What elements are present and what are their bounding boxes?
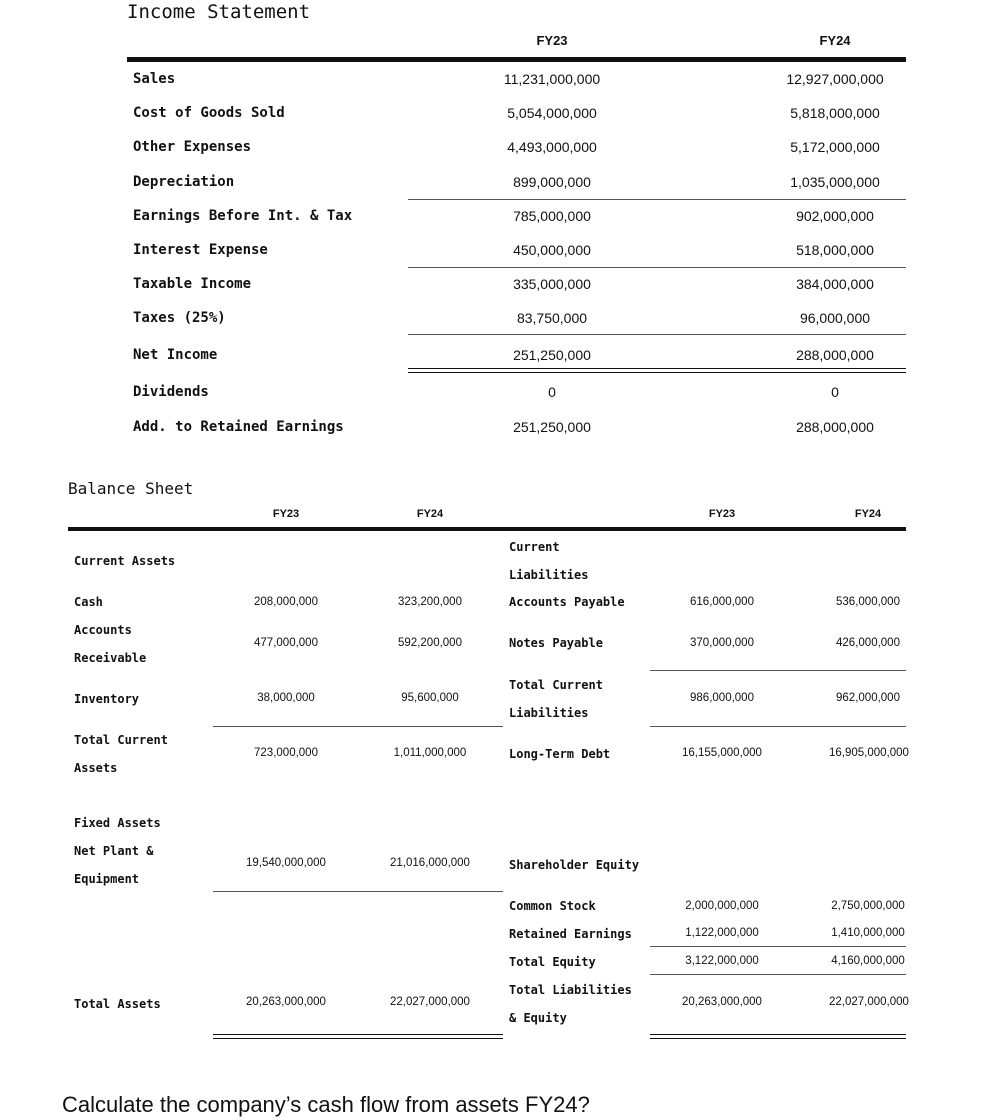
bs-double-rule-assets: [213, 1034, 503, 1039]
retained-earnings-fy23: 1,122,000,000: [685, 927, 759, 939]
net-plant-label-1: Net Plant &: [74, 844, 154, 858]
fixed-assets-heading: Fixed Assets: [74, 816, 161, 830]
is-row-fy23: 0: [548, 384, 556, 400]
is-row-fy24: 12,927,000,000: [786, 71, 884, 87]
total-current-liabilities-fy23: 986,000,000: [690, 692, 754, 704]
is-row-label: Net Income: [133, 347, 218, 363]
retained-earnings-label: Retained Earnings: [509, 927, 632, 941]
notes-payable-label: Notes Payable: [509, 636, 603, 650]
current-liabilities-heading-2: Liabilities: [509, 568, 589, 582]
net-plant-label-2: Equipment: [74, 872, 140, 886]
bs-rule-ltd: [650, 726, 906, 727]
is-row-fy23: 251,250,000: [513, 419, 591, 435]
bs-rule-net-plant: [213, 891, 503, 892]
question-text: Calculate the company’s cash flow from assets FY24?: [62, 1092, 590, 1117]
is-row-fy24: 288,000,000: [796, 347, 874, 363]
common-stock-fy23: 2,000,000,000: [685, 900, 759, 912]
long-term-debt-label: Long-Term Debt: [509, 747, 611, 761]
is-row-fy23: 785,000,000: [513, 208, 591, 224]
is-row-label: Taxable Income: [133, 276, 252, 292]
is-row-fy23: 83,750,000: [516, 310, 588, 326]
is-row-fy24: 5,172,000,000: [790, 139, 880, 155]
is-rule-net: [408, 334, 906, 335]
notes-payable-fy24: 426,000,000: [836, 637, 900, 649]
bs-header-assets-fy23: FY23: [272, 508, 300, 520]
is-header-rule: [127, 57, 906, 62]
bs-double-rule-liab: [650, 1034, 906, 1039]
receivables-fy23: 477,000,000: [254, 637, 318, 649]
is-row-label: Add. to Retained Earnings: [133, 419, 344, 435]
bs-rule-total-equity: [650, 946, 906, 947]
long-term-debt-fy24: 16,905,000,000: [829, 747, 909, 759]
inventory-label: Inventory: [74, 692, 140, 706]
is-row-label: Taxes (25%): [133, 310, 226, 326]
is-header-fy23: FY23: [536, 33, 568, 48]
inventory-fy23: 38,000,000: [257, 692, 315, 704]
is-row-fy24: 384,000,000: [796, 276, 874, 292]
total-assets-fy23: 20,263,000,000: [246, 996, 326, 1008]
total-current-assets-label-2: Assets: [74, 761, 118, 775]
is-row-fy24: 1,035,000,000: [790, 174, 880, 190]
cash-label: Cash: [74, 595, 103, 609]
is-row-label: Interest Expense: [133, 242, 268, 258]
receivables-label-1: Accounts: [74, 623, 132, 637]
notes-payable-fy23: 370,000,000: [690, 637, 754, 649]
total-current-liabilities-label-1: Total Current: [509, 678, 603, 692]
bs-rule-total-current-liab: [650, 670, 906, 671]
is-row-fy24: 96,000,000: [799, 310, 871, 326]
total-current-assets-label-1: Total Current: [74, 733, 168, 747]
accounts-payable-fy23: 616,000,000: [690, 596, 754, 608]
is-row-fy24: 5,818,000,000: [790, 105, 880, 121]
inventory-fy24: 95,600,000: [401, 692, 459, 704]
balance-sheet-title: Balance Sheet: [68, 479, 194, 498]
net-plant-fy23: 19,540,000,000: [246, 857, 326, 869]
long-term-debt-fy23: 16,155,000,000: [682, 747, 762, 759]
is-rule-taxable: [408, 267, 906, 268]
is-row-fy23: 4,493,000,000: [507, 139, 597, 155]
is-row-label: Dividends: [133, 384, 209, 400]
is-row-fy24: 902,000,000: [796, 208, 874, 224]
is-row-fy24: 518,000,000: [796, 242, 874, 258]
is-row-fy23: 335,000,000: [513, 276, 591, 292]
total-liab-equity-fy24: 22,027,000,000: [829, 996, 909, 1008]
bs-rule-total-liab-equity: [650, 974, 906, 975]
income-statement-title: Income Statement: [127, 1, 311, 23]
accounts-payable-label: Accounts Payable: [509, 595, 625, 609]
total-current-liabilities-label-2: Liabilities: [509, 706, 589, 720]
bs-header-assets-fy24: FY24: [416, 508, 444, 520]
bs-header-liab-fy23: FY23: [708, 508, 736, 520]
receivables-fy24: 592,200,000: [398, 637, 462, 649]
common-stock-fy24: 2,750,000,000: [831, 900, 905, 912]
receivables-label-2: Receivable: [74, 651, 147, 665]
common-stock-label: Common Stock: [509, 899, 596, 913]
total-current-assets-fy24: 1,011,000,000: [393, 747, 467, 759]
total-assets-fy24: 22,027,000,000: [390, 996, 470, 1008]
net-plant-fy24: 21,016,000,000: [390, 857, 470, 869]
cash-fy24: 323,200,000: [398, 596, 462, 608]
is-rule-ebit: [408, 199, 906, 200]
is-row-label: Earnings Before Int. & Tax: [133, 208, 353, 224]
shareholder-equity-heading: Shareholder Equity: [509, 858, 640, 872]
total-current-liabilities-fy24: 962,000,000: [836, 692, 900, 704]
is-row-fy24: 288,000,000: [796, 419, 874, 435]
total-assets-label: Total Assets: [74, 997, 161, 1011]
is-row-fy23: 5,054,000,000: [507, 105, 597, 121]
is-row-label: Cost of Goods Sold: [133, 105, 285, 121]
total-liab-equity-label-2: & Equity: [509, 1011, 567, 1025]
is-row-fy24: 0: [831, 384, 839, 400]
is-double-rule: [408, 368, 906, 373]
current-assets-heading: Current Assets: [74, 554, 176, 568]
is-row-fy23: 11,231,000,000: [503, 71, 601, 87]
total-liab-equity-fy23: 20,263,000,000: [682, 996, 762, 1008]
total-equity-label: Total Equity: [509, 955, 596, 969]
is-header-fy24: FY24: [819, 33, 851, 48]
is-row-fy23: 899,000,000: [513, 174, 591, 190]
bs-header-liab-fy24: FY24: [854, 508, 882, 520]
bs-header-rule: [68, 527, 906, 531]
is-row-label: Depreciation: [133, 174, 235, 190]
accounts-payable-fy24: 536,000,000: [836, 596, 900, 608]
is-row-fy23: 450,000,000: [513, 242, 591, 258]
is-row-label: Other Expenses: [133, 139, 252, 155]
total-equity-fy24: 4,160,000,000: [831, 955, 905, 967]
total-liab-equity-label-1: Total Liabilities: [509, 983, 632, 997]
is-row-fy23: 251,250,000: [513, 347, 591, 363]
is-row-label: Sales: [133, 71, 176, 87]
retained-earnings-fy24: 1,410,000,000: [831, 927, 905, 939]
bs-rule-total-current-assets: [213, 726, 503, 727]
current-liabilities-heading-1: Current: [509, 540, 560, 554]
total-current-assets-fy23: 723,000,000: [254, 747, 318, 759]
cash-fy23: 208,000,000: [254, 596, 318, 608]
total-equity-fy23: 3,122,000,000: [685, 955, 759, 967]
